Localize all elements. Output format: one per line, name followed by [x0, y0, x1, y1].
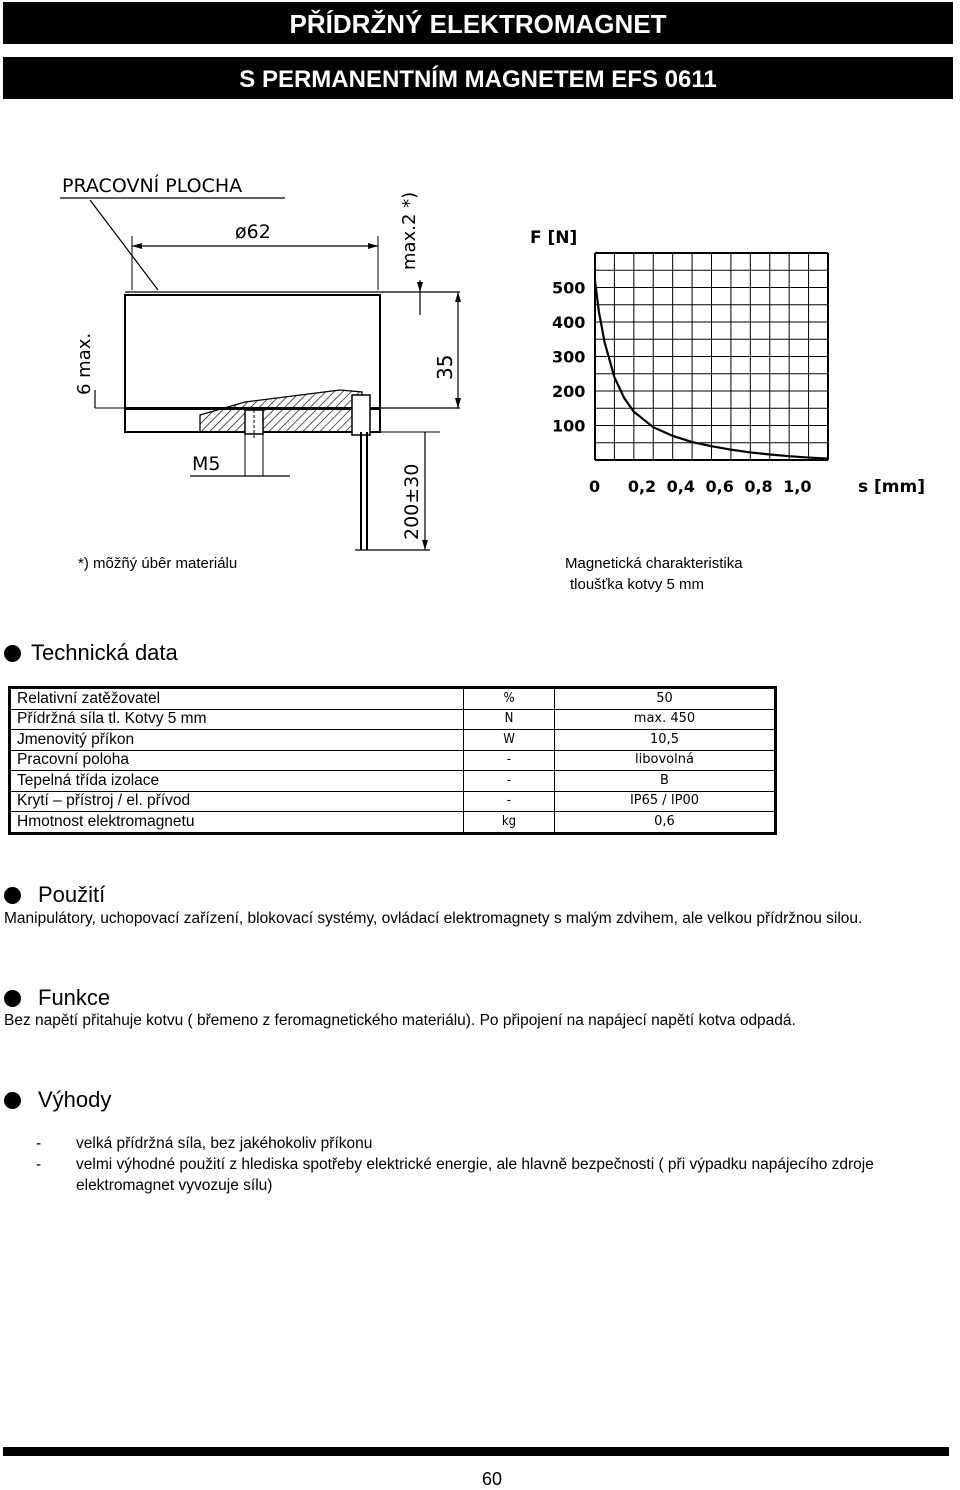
table-cell-value: 0,6: [555, 812, 776, 834]
bullet-icon: [4, 1092, 21, 1109]
table-cell-value: libovolná: [555, 750, 776, 771]
table-cell-unit: %: [464, 688, 555, 710]
table-row: [10, 688, 776, 710]
list-item: - velmi výhodné použití z hlediska spotřeby elektrické energie, ale hlavně bezpečnosti ( při výpadku napájecího zdroje elektromagnet vyvozuje sílu): [36, 1156, 874, 1194]
tech-data-heading: [4, 640, 178, 666]
function-text: Bez napětí přitahuje kotvu ( břemeno z feromagnetického materiálu). Po připojení na napájecí napětí kotva odpadá.: [4, 1012, 796, 1029]
chart-caption-line2: tloušťka kotvy 5 mm: [570, 576, 704, 593]
table-cell-label: Tepelná třída izolace: [10, 771, 464, 792]
bullet-icon: [4, 990, 21, 1007]
page-number: 60: [481, 1469, 503, 1489]
table-cell-unit: -: [464, 750, 555, 771]
x-tick-label: 0,8: [744, 477, 773, 496]
diameter-label: ø62: [235, 221, 271, 243]
table-cell-value: IP65 / IP00: [555, 791, 776, 812]
y-axis-label: F [N]: [530, 228, 578, 248]
magnetic-characteristic-chart: [520, 215, 930, 500]
table-cell-value: B: [555, 771, 776, 792]
table-cell-unit: -: [464, 771, 555, 792]
x-tick-label: 0,2: [627, 477, 657, 496]
bullet-icon: [4, 645, 21, 662]
chart-grid: [595, 253, 828, 460]
table-cell-label: Přídržná síla tl. Kotvy 5 mm: [10, 709, 464, 730]
subtitle-banner: [3, 57, 953, 99]
y-tick-label: 400: [552, 313, 586, 332]
table-cell-value: max. 450: [555, 709, 776, 730]
x-tick-label: 0: [589, 477, 601, 496]
table-cell-unit: kg: [464, 812, 555, 834]
chart-caption-line1: Magnetická charakteristika: [565, 555, 743, 572]
usage-heading-text: Použití: [38, 882, 106, 907]
advantages-list: [36, 1133, 946, 1196]
function-heading: [4, 985, 110, 1011]
note-caption: *) mõžñý úbêr materiálu: [78, 555, 238, 572]
y-tick-labels: [552, 279, 585, 436]
table-cell-value: 50: [555, 688, 776, 710]
table-row: [10, 812, 776, 834]
table-cell-label: Jmenovitý příkon: [10, 730, 464, 751]
x-tick-label: 0,4: [666, 477, 696, 496]
work-surface-label: PRACOVNÍ PLOCHA: [62, 175, 243, 197]
technical-drawing: [0, 140, 480, 560]
max2-label: max.2 *): [399, 191, 420, 270]
table-row: [10, 771, 776, 792]
tech-data-heading-text: Technická data: [31, 640, 178, 665]
page-subtitle: S PERMANENTNÍM MAGNETEM EFS 0611: [239, 66, 717, 93]
table-row: [10, 730, 776, 751]
cable-length-label: 200±30: [401, 463, 423, 540]
table-row: [10, 750, 776, 771]
x-tick-label: 1,0: [783, 477, 812, 496]
y-tick-label: 300: [552, 347, 586, 367]
table-cell-unit: W: [464, 730, 555, 751]
list-item: - velká přídržná síla, bez jakéhokoliv příkonu: [36, 1135, 373, 1152]
6max-label: 6 max.: [74, 332, 95, 395]
tech-data-table: [8, 686, 777, 835]
table-cell-label: Pracovní poloha: [10, 750, 464, 771]
table-cell-label: Relativní zatěžovatel: [10, 688, 464, 710]
x-tick-label: 0,6: [705, 477, 734, 496]
footer-bar: [3, 1447, 949, 1456]
function-heading-text: Funkce: [38, 985, 111, 1010]
x-tick-labels: [589, 477, 812, 496]
m5-label: M5: [192, 453, 221, 475]
table-row: [10, 791, 776, 812]
x-axis-label: s [mm]: [858, 477, 926, 497]
usage-heading: [4, 882, 105, 908]
table-row: [10, 709, 776, 730]
usage-text: Manipulátory, uchopovací zařízení, blokovací systémy, ovládací elektromagnety s malým zdvihem, ale velkou přídržnou silou.: [4, 910, 863, 927]
table-cell-unit: N: [464, 709, 555, 730]
table-cell-label: Krytí – přístroj / el. přívod: [10, 791, 464, 812]
y-tick-label: 100: [552, 416, 586, 436]
table-cell-value: 10,5: [555, 730, 776, 751]
title-banner: [3, 2, 953, 44]
page-title: PŘÍDRŽNÝ ELEKTROMAGNET: [289, 9, 667, 39]
height-35-label: 35: [433, 354, 457, 380]
y-tick-label: 200: [552, 382, 586, 401]
table-cell-label: Hmotnost elektromagnetu: [10, 812, 464, 834]
table-cell-unit: -: [464, 791, 555, 812]
y-tick-label: 500: [552, 278, 586, 298]
advantages-heading-text: Výhody: [38, 1087, 112, 1112]
bullet-icon: [4, 887, 21, 904]
advantages-heading: [4, 1087, 111, 1113]
